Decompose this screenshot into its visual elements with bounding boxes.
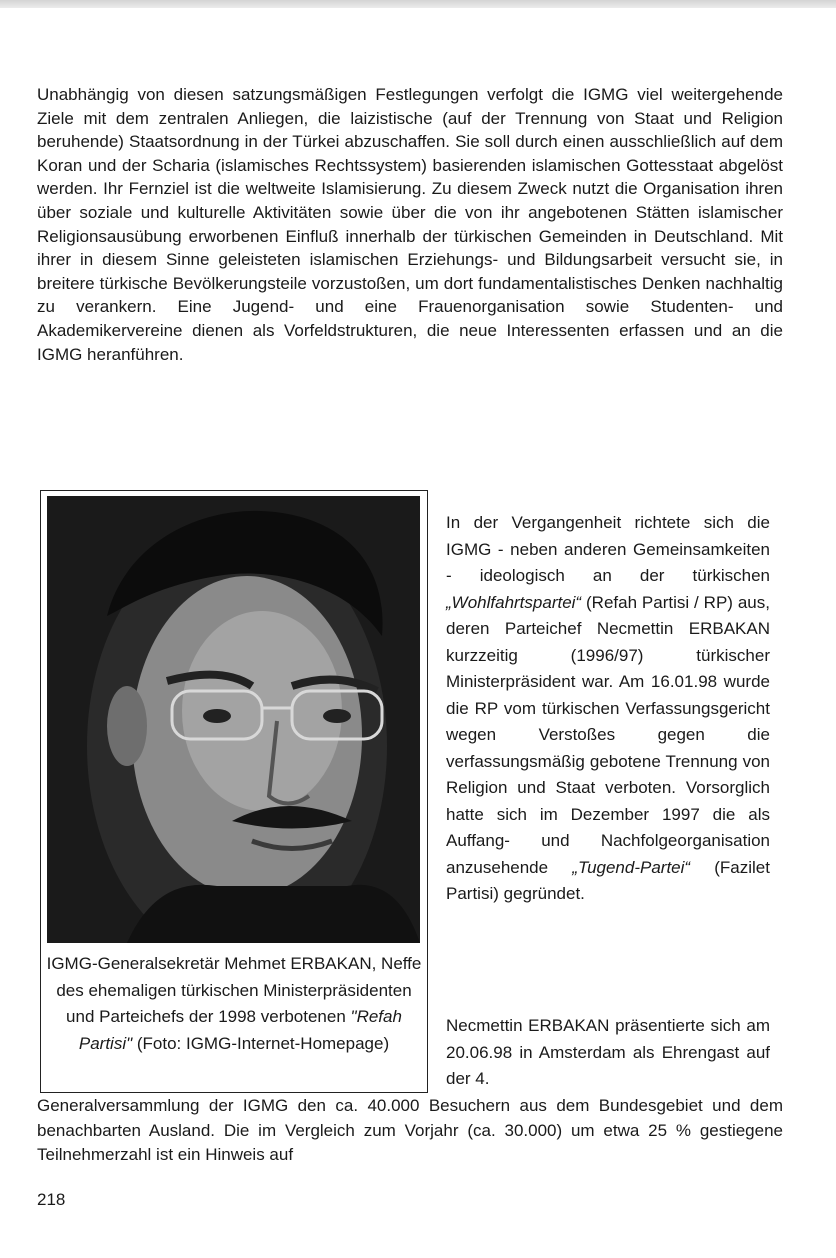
caption-text-start: IGMG-Generalsekretär Mehmet ERBAKAN, Neffe des ehemaligen türkischen Ministerpräsidenten und Parteichefs der 1998 verbotenen [46, 954, 422, 1026]
history-text-1: In der Vergangenheit richtete sich die IGMG - neben anderen Gemeinsamkeiten - ideologisch an der türkischen [446, 513, 770, 585]
history-text-2: (Refah Partisi / RP) aus, deren Parteichef Necmettin ERBAKAN kurzzeitig (1996/97) türkischer Ministerpräsident war. Am 16.01.98 wurde die RP vom türkischen Verfassungsgericht wegen Verstoßes gegen die verfassungsmäßig gebotene Trennung von Religion und Staat verboten. Vorsorglich hatte sich im Dezember 1997 die als Auffang- und Nachfolgeorganisation anzusehende [446, 592, 770, 877]
assembly-paragraph-column: Necmettin ERBAKAN präsentierte sich am 20.06.98 in Amsterdam als Ehrengast auf der 4. [446, 1016, 770, 1088]
history-party-virtue: „Tugend-Partei“ [572, 857, 691, 877]
photo-figure [40, 490, 428, 1093]
page-number: 218 [37, 1190, 66, 1209]
top-rule [0, 0, 836, 8]
history-party-welfare: „Wohlfahrtspartei“ [446, 592, 582, 612]
portrait-photo [47, 496, 420, 943]
caption-party-name: "Refah Partisi" [78, 1007, 402, 1053]
photo-caption [45, 951, 423, 1057]
assembly-paragraph-full: Generalversammlung der IGMG den ca. 40.000 Besuchern aus dem Bundesgebiet und dem benachbarten Ausland. Die im Vergleich zum Vorjahr (ca. 30.000) um etwa 25 % gestiegene Teilnehmerzahl ist ein Hinweis auf [37, 1096, 783, 1164]
caption-text-end: (Foto: IGMG-Internet-Homepage) [132, 1033, 390, 1053]
portrait-image [47, 496, 420, 943]
intro-paragraph: Unabhängig von diesen satzungsmäßigen Festlegungen verfolgt die IGMG viel weitergehende Ziele mit dem zentralen Anliegen, die laizistische (auf der Trennung von Staat und Religion beruhende) Staatsordnung in der Türkei abzuschaffen. Sie soll durch einen ausschließlich auf dem Koran und der Scharia (islamisches Rechtssystem) basierenden islamischen Gottesstaat abgelöst werden. Ihr Fernziel ist die weltweite Islamisierung. Zu diesem Zweck nutzt die Organisation ihren über soziale und kulturelle Aktivitäten sowie über die von ihr angebotenen Stätten islamischer Religionsausübung erworbenen Einfluß innerhalb der türkischen Gemeinden in Deutschland. Mit ihrer in diesem Sinne geleisteten islamischen Erziehungs- und Bildungsarbeit versucht sie, in breitere türkische Bevölkerungsteile vorzustoßen, um dort fundamentalistisches Denken nachhaltig zu verankern. Eine Jugend- und eine Frauenorganisation sowie Studenten- und Akademikervereine dienen als Vorfeldstrukturen, die neue Interessenten erfassen und an die IGMG heranführen. [37, 85, 783, 364]
history-paragraph [446, 510, 770, 908]
history-text-3: (Fazilet Partisi) gegründet. [446, 857, 770, 903]
